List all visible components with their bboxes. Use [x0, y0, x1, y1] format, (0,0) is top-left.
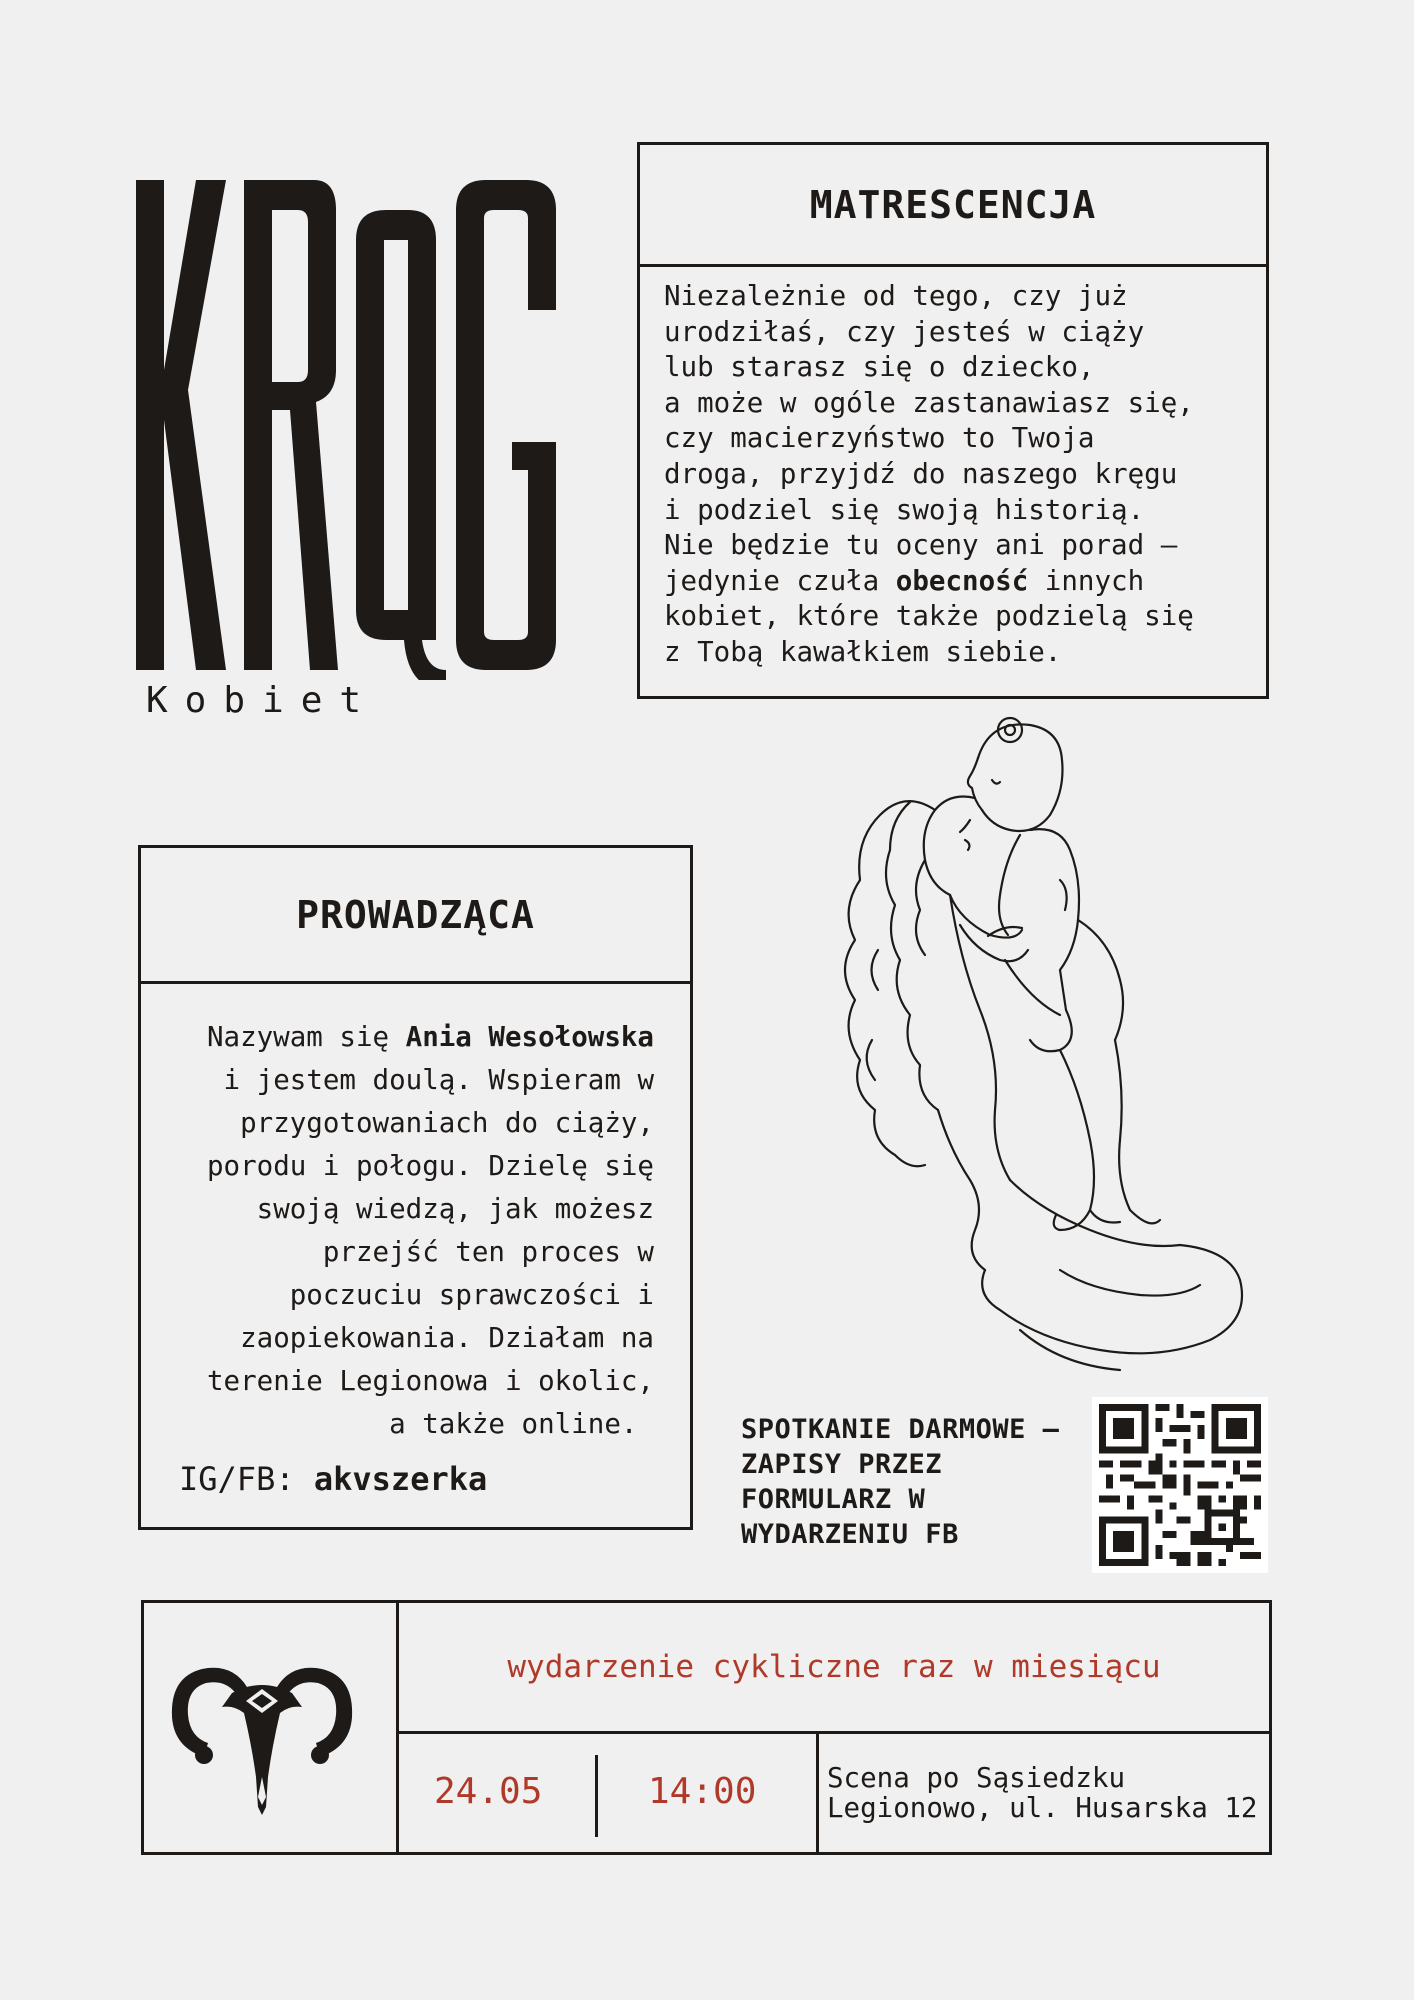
matrescencja-box	[637, 142, 1269, 699]
uterus-icon	[162, 1647, 362, 1815]
event-time: 14:00	[648, 1771, 757, 1812]
matrescencja-text	[664, 279, 1256, 671]
social-label: IG/FB:	[179, 1460, 314, 1498]
prowadzaca-box	[138, 845, 693, 1530]
matrescencja-heading: MATRESCENCJA	[640, 145, 1266, 267]
prowadzaca-heading: PROWADZĄCA	[141, 848, 690, 984]
event-frequency: wydarzenie cykliczne raz w miesiącu	[507, 1649, 1161, 1685]
mother-child-illustration	[760, 710, 1250, 1380]
prowadzaca-bio: i jestem doulą. Wspieram w przygotowaniach do ciąży, porodu i połogu. Dzielę się swoją wiedzą, jak możesz przejść ten proces w poczuciu sprawczości i zaopiekowania. Działam na terenie Legionowa i okolic, a także online.	[206, 1064, 654, 1440]
mother-child-line-drawing	[760, 710, 1250, 1380]
date-time-separator	[595, 1755, 598, 1837]
footer-divider-horizontal	[396, 1731, 1269, 1734]
footer-box	[141, 1600, 1272, 1855]
qr-code[interactable]	[1092, 1397, 1268, 1573]
qr-code-graphic	[1092, 1397, 1268, 1573]
event-date: 24.05	[434, 1771, 543, 1812]
social-line	[179, 1460, 487, 1498]
signup-text: SPOTKANIE DARMOWE – ZAPISY PRZEZ FORMULARZ W WYDARZENIU FB	[741, 1414, 1060, 1550]
matrescencja-text-part2: innych kobiet, które także podzielą się z Tobą kawałkiem siebie.	[664, 564, 1194, 668]
uterus-icon-graphic	[162, 1647, 362, 1815]
social-handle[interactable]: akvszerka	[313, 1460, 488, 1498]
title-subtitle: Kobiet	[146, 680, 379, 721]
krag-lettering	[126, 170, 576, 680]
footer-divider-vertical-2	[816, 1731, 819, 1852]
prowadzaca-name: Ania Wesołowska	[405, 1021, 654, 1053]
matrescencja-text-bold: obecność	[895, 564, 1029, 597]
matrescencja-text-part1: Niezależnie od tego, czy już urodziłaś, czy jesteś w ciąży lub starasz się o dziecko, a może w ogóle zastanawiasz się, czy macierzyństwo to Twoja droga, przyjdź do naszego kręgu i podziel się swoją historią. Nie będzie tu oceny ani porad – jedynie czuła	[664, 280, 1194, 597]
prowadzaca-text	[174, 1016, 654, 1446]
title-krag	[126, 170, 576, 680]
event-place: Scena po Sąsiedzku Legionowo, ul. Husarska 12	[827, 1762, 1258, 1824]
prowadzaca-intro: Nazywam się	[206, 1021, 406, 1053]
